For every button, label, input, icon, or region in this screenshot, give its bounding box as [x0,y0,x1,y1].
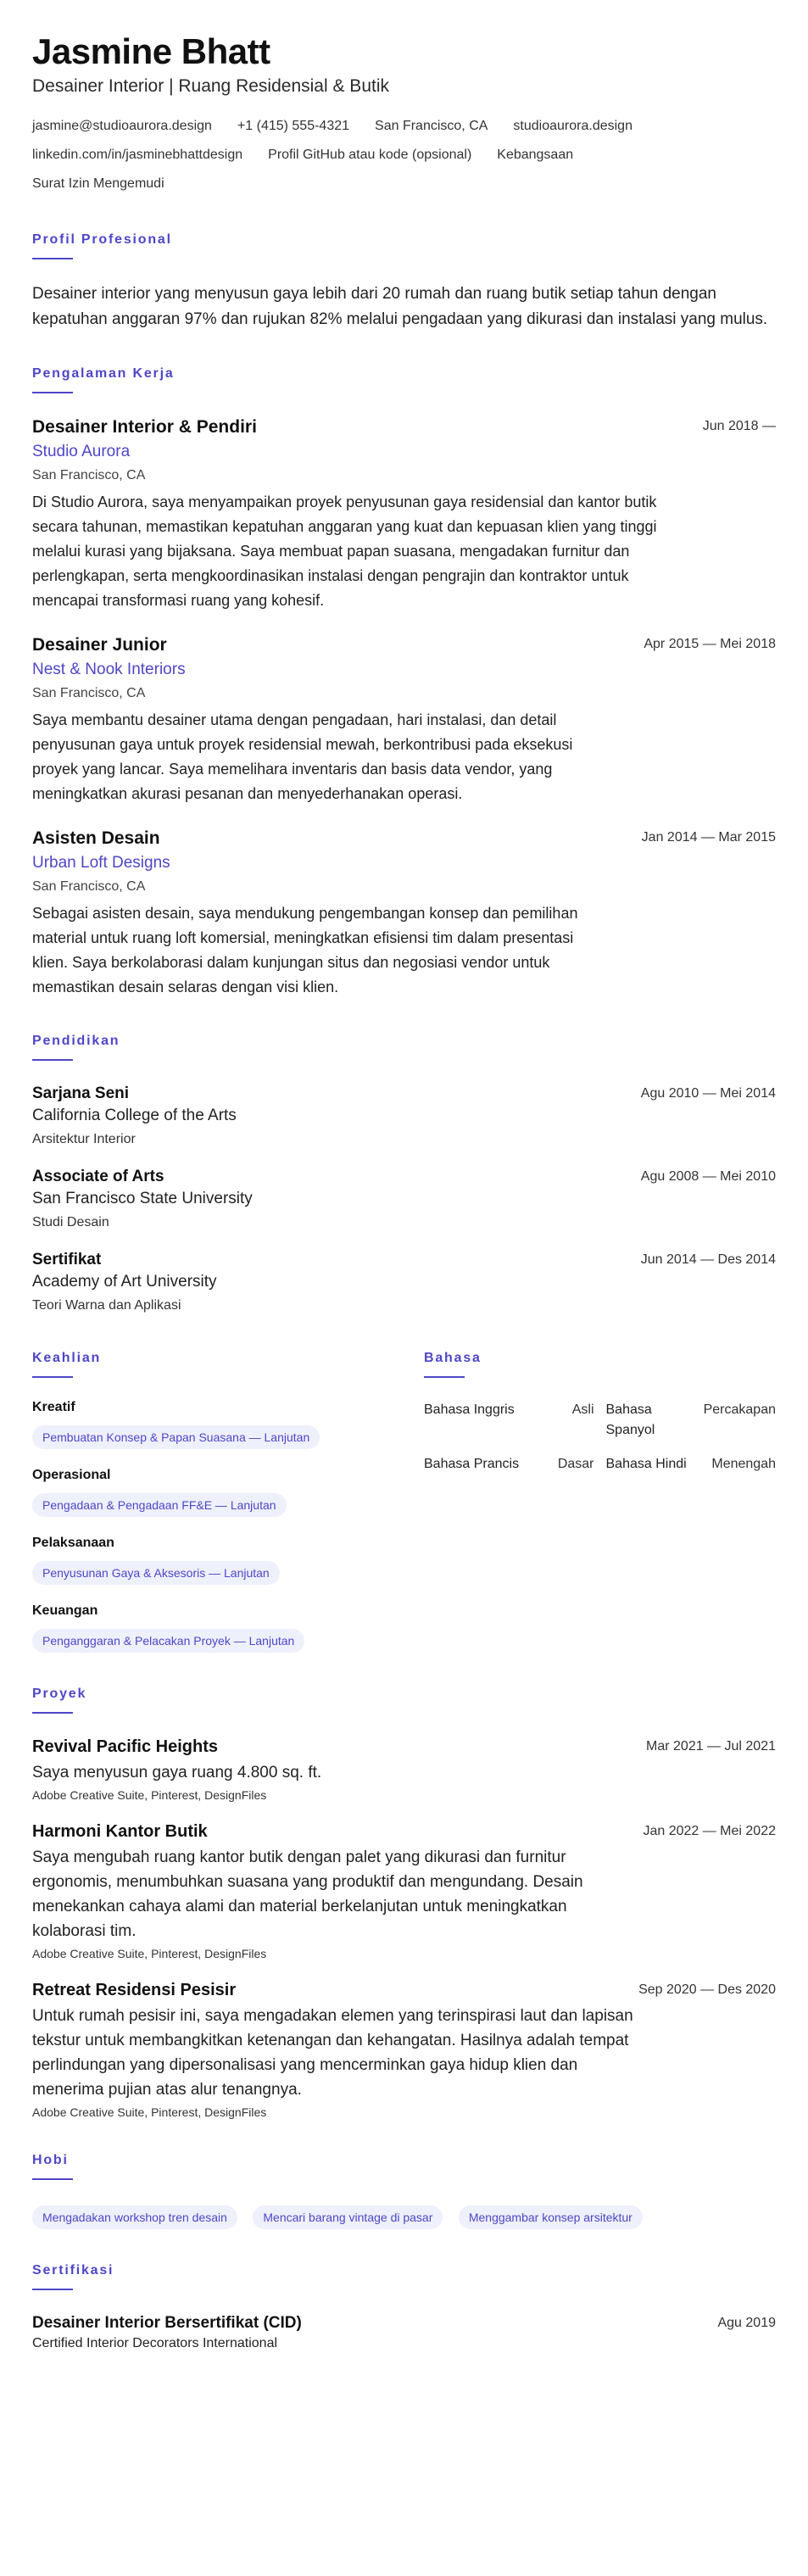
edu-date: Agu 2010 — Mei 2014 [640,1086,776,1101]
edu-field: Teori Warna dan Aplikasi [32,1298,181,1313]
contact-email[interactable]: jasmine@studioaurora.design [32,119,212,133]
section-divider [32,1376,73,1378]
edu-date: Jun 2014 — Des 2014 [640,1252,776,1267]
skill-group [32,1468,424,1517]
job-location: San Francisco, CA [32,879,146,894]
cert-org: Certified Interior Decorators International [32,2336,278,2350]
job-description: Saya membantu desainer utama dengan pengadaan, hari instalasi, dan detail penyusunan gaya untuk proyek residensial mewah, berkontribusi pada eksekusi proyek yang lancar. Saya memelihara inventaris dan basis data vendor, yang meningkatkan akurasi pesanan dan menyederhanakan operasi. [32,711,573,802]
section-title: Profil Profesional [32,232,172,247]
resume-header [32,31,776,198]
contact-website[interactable]: studioaurora.design [513,119,632,133]
job-role: Desainer Junior [32,635,167,655]
job-role: Asisten Desain [32,828,160,848]
language-item [606,1454,777,1475]
candidate-title: Desainer Interior | Ruang Residensial & Butik [32,76,389,96]
job-location: San Francisco, CA [32,468,146,482]
section-divider [32,2289,73,2290]
section-title: Proyek [32,1687,87,1701]
hobby-list [32,2195,776,2229]
skill-chip: Pengadaan & Pengadaan FF&E — Lanjutan [32,1493,287,1517]
contact-github[interactable]: Profil GitHub atau kode (opsional) [268,148,472,162]
hobby-chip: Mencari barang vintage di pasar [253,2205,443,2229]
section-divider [32,2178,73,2180]
skill-category: Pelaksanaan [32,1536,114,1550]
project-description: Untuk rumah pesisir ini, saya mengadakan elemen yang terinspirasi laut dan lapisan tekstur untuk membangkitkan ketenangan dan kehangatan. Hasilnya adalah tempat perlindungan yang dipersonalisasi yang mencerminkan gaya hidup klien dan menerima pujian atas alur tenangnya. [32,2007,633,2099]
certification-entry [32,2314,776,2351]
language-item [606,1400,777,1441]
project-description: Saya menyusun gaya ruang 4.800 sq. ft. [32,1764,322,1781]
language-level: Asli [571,1402,594,1417]
language-level: Dasar [557,1457,594,1471]
contact-nationality: Kebangsaan [497,148,574,162]
project-name: Harmoni Kantor Butik [32,1822,208,1841]
skill-chip: Pembuatan Konsep & Papan Suasana — Lanjutan [32,1425,320,1449]
project-date: Jan 2022 — Mei 2022 [643,1824,776,1838]
experience-section [32,366,776,1000]
edu-field: Studi Desain [32,1215,109,1229]
contact-license: Surat Izin Mengemudi [32,176,164,191]
profile-summary: Desainer interior yang menyusun gaya lebih dari 20 rumah dan ruang butik setiap tahun dengan kepatuhan anggaran 97% dan rujukan 82% melalui pengadaan yang dikurasi dan instalasi yang mulus. [32,285,768,328]
section-divider [32,258,73,259]
contact-phone[interactable]: +1 (415) 555-4321 [237,119,350,133]
language-level: Menengah [711,1457,776,1471]
project-name: Revival Pacific Heights [32,1737,218,1756]
section-divider [32,392,73,393]
section-title: Bahasa [424,1351,482,1365]
edu-school: San Francisco State University [32,1190,253,1207]
projects-section [32,1687,776,2119]
hobbies-section [32,2153,776,2229]
cert-name: Desainer Interior Bersertifikat (CID) [32,2314,302,2332]
job-company: Nest & Nook Interiors [32,661,186,678]
section-title: Keahlian [32,1351,102,1365]
certifications-section [32,2263,776,2351]
job-description: Di Studio Aurora, saya menyampaikan proyek penyusunan gaya residensial dan kantor butik secara tahunan, memastikan kepatuhan anggaran yang kuat dan kepuasan klien yang tinggi melalui kurasi yang bijaksana. Saya membuat papan suasana, mengadakan furnitur dan perlengkapan, serta mengkoordinasikan instalasi dengan pengrajin dan kontraktor untuk mencapai transformasi ruang yang kohesif. [32,493,657,609]
project-entry [32,1981,776,2119]
language-name: Bahasa Spanyol [605,1402,655,1437]
edu-date: Agu 2008 — Mei 2010 [640,1169,776,1184]
cert-date: Agu 2019 [717,2316,776,2330]
edu-field: Arsitektur Interior [32,1132,136,1146]
education-section [32,1034,776,1313]
contact-list [32,112,744,198]
education-entry [32,1251,776,1313]
skill-group [32,1603,424,1653]
skill-group [32,1536,424,1585]
project-tools: Adobe Creative Suite, Pinterest, DesignFiles [32,1947,267,1960]
skills-languages-row [32,1351,776,1653]
skill-chip: Penganggaran & Pelacakan Proyek — Lanjutan [32,1629,304,1653]
job-company: Studio Aurora [32,443,131,460]
project-description: Saya mengubah ruang kantor butik dengan palet yang dikurasi dan furnitur ergonomis, menumbuhkan suasana yang produktif dan mengundang. Desain menekankan cahaya alami dan material berkelanjutan untuk meningkatkan kolaborasi tim. [32,1848,583,1940]
hobby-chip: Menggambar konsep arsitektur [459,2205,643,2229]
edu-degree: Sarjana Seni [32,1084,130,1102]
job-date: Jun 2018 — [702,419,776,433]
experience-entry [32,828,776,1000]
hobby-chip: Mengadakan workshop tren desain [32,2205,237,2229]
education-entry [32,1084,776,1147]
skill-chip: Penyusunan Gaya & Aksesoris — Lanjutan [32,1561,280,1585]
project-date: Sep 2020 — Des 2020 [638,1982,776,1997]
candidate-name: Jasmine Bhatt [32,31,270,71]
contact-location: San Francisco, CA [375,119,488,133]
skill-category: Operasional [32,1468,111,1482]
contact-linkedin[interactable]: linkedin.com/in/jasminebhattdesign [32,148,243,162]
language-item [424,1400,594,1441]
project-name: Retreat Residensi Pesisir [32,1981,237,1999]
job-date: Apr 2015 — Mei 2018 [644,637,776,651]
project-entry [32,1822,776,1960]
skills-section [32,1351,424,1653]
section-title: Hobi [32,2153,69,2167]
skill-category: Keuangan [32,1603,98,1618]
project-date: Mar 2021 — Jul 2021 [646,1739,776,1754]
edu-school: California College of the Arts [32,1107,237,1124]
job-company: Urban Loft Designs [32,854,170,872]
job-location: San Francisco, CA [32,686,146,700]
language-list [424,1400,776,1475]
languages-section [424,1351,776,1653]
skill-group [32,1400,424,1449]
edu-school: Academy of Art University [32,1273,217,1291]
edu-degree: Sertifikat [32,1251,102,1268]
profile-section [32,232,776,332]
language-name: Bahasa Inggris [424,1402,515,1417]
language-name: Bahasa Hindi [605,1457,687,1471]
edu-degree: Associate of Arts [32,1168,164,1185]
project-tools: Adobe Creative Suite, Pinterest, DesignFiles [32,2105,267,2119]
job-description: Sebagai asisten desain, saya mendukung pengembangan konsep dan pemilihan material untuk ruang loft komersial, meningkatkan efisiensi tim dalam presentasi klien. Saya berkolaborasi dalam kunjungan situs dan negosiasi vendor untuk memastikan desain selaras dengan visi klien. [32,905,578,995]
language-name: Bahasa Prancis [424,1457,520,1471]
section-divider [32,1059,73,1061]
language-item [424,1454,594,1475]
experience-entry [32,635,776,806]
section-divider [32,1712,73,1714]
job-role: Desainer Interior & Pendiri [32,417,257,437]
section-title: Pendidikan [32,1034,120,1048]
section-title: Sertifikasi [32,2263,114,2278]
language-level: Percakapan [703,1402,776,1417]
job-date: Jan 2014 — Mar 2015 [641,830,776,845]
experience-entry [32,417,776,613]
skill-category: Kreatif [32,1400,75,1414]
project-entry [32,1737,776,1802]
education-entry [32,1168,776,1230]
project-tools: Adobe Creative Suite, Pinterest, DesignFiles [32,1788,267,1802]
section-divider [424,1376,465,1378]
section-title: Pengalaman Kerja [32,366,175,381]
